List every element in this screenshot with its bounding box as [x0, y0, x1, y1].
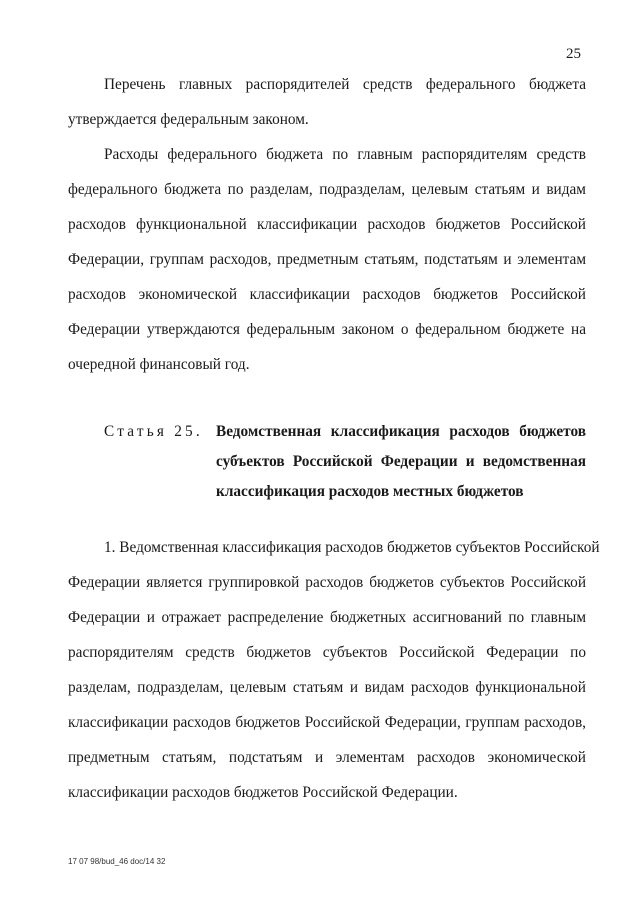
paragraph-1-line-2: утверждается федеральным законом.: [68, 111, 309, 128]
paragraph-3-line-5: разделам, подразделам, целевым статьям и видам расходов функциональной: [68, 679, 586, 696]
paragraph-3-line-2: Федерации является группировкой расходов бюджетов субъектов Российской: [68, 574, 586, 591]
paragraph-3-line-8: классификации расходов бюджетов Российской Федерации.: [68, 784, 458, 801]
page-number: 25: [566, 46, 581, 62]
article-title-line-3: классификация расходов местных бюджетов: [216, 483, 524, 500]
article-title-line-1: Ведомственная классификация расходов бюджетов: [216, 423, 586, 440]
article-label: Статья 25.: [104, 423, 203, 440]
paragraph-2-line-7: очередной финансовый год.: [68, 356, 250, 373]
paragraph-2-line-6: Федерации утверждаются федеральным законом о федеральном бюджете на: [68, 321, 586, 338]
paragraph-2-line-4: Федерации, группам расходов, предметным статьям, подстатьям и элементам: [68, 251, 586, 268]
paragraph-2-line-5: расходов экономической классификации расходов бюджетов Российской: [68, 286, 586, 303]
paragraph-2-line-2: федерального бюджета по разделам, подразделам, целевым статьям и видам: [68, 181, 586, 198]
paragraph-2-line-3: расходов функциональной классификации расходов бюджетов Российской: [68, 216, 586, 233]
paragraph-1-line-1: Перечень главных распорядителей средств федерального бюджета: [104, 76, 586, 93]
paragraph-3-line-6: классификации расходов бюджетов Российской Федерации, группам расходов,: [68, 714, 586, 731]
footer-file-reference: 17 07 98/bud_46 doc/14 32: [68, 857, 166, 866]
paragraph-3-line-3: Федерации и отражает распределение бюджетных ассигнований по главным: [68, 609, 586, 626]
article-title-line-2: субъектов Российской Федерации и ведомственная: [216, 453, 586, 470]
paragraph-3-line-4: распорядителям средств бюджетов субъектов Российской Федерации по: [68, 644, 586, 661]
paragraph-3-line-7: предметным статьям, подстатьям и элементам расходов экономической: [68, 749, 586, 766]
paragraph-2-line-1: Расходы федерального бюджета по главным распорядителям средств: [104, 146, 586, 163]
paragraph-3-line-1: 1. Ведомственная классификация расходов бюджетов субъектов Российской: [104, 539, 600, 556]
